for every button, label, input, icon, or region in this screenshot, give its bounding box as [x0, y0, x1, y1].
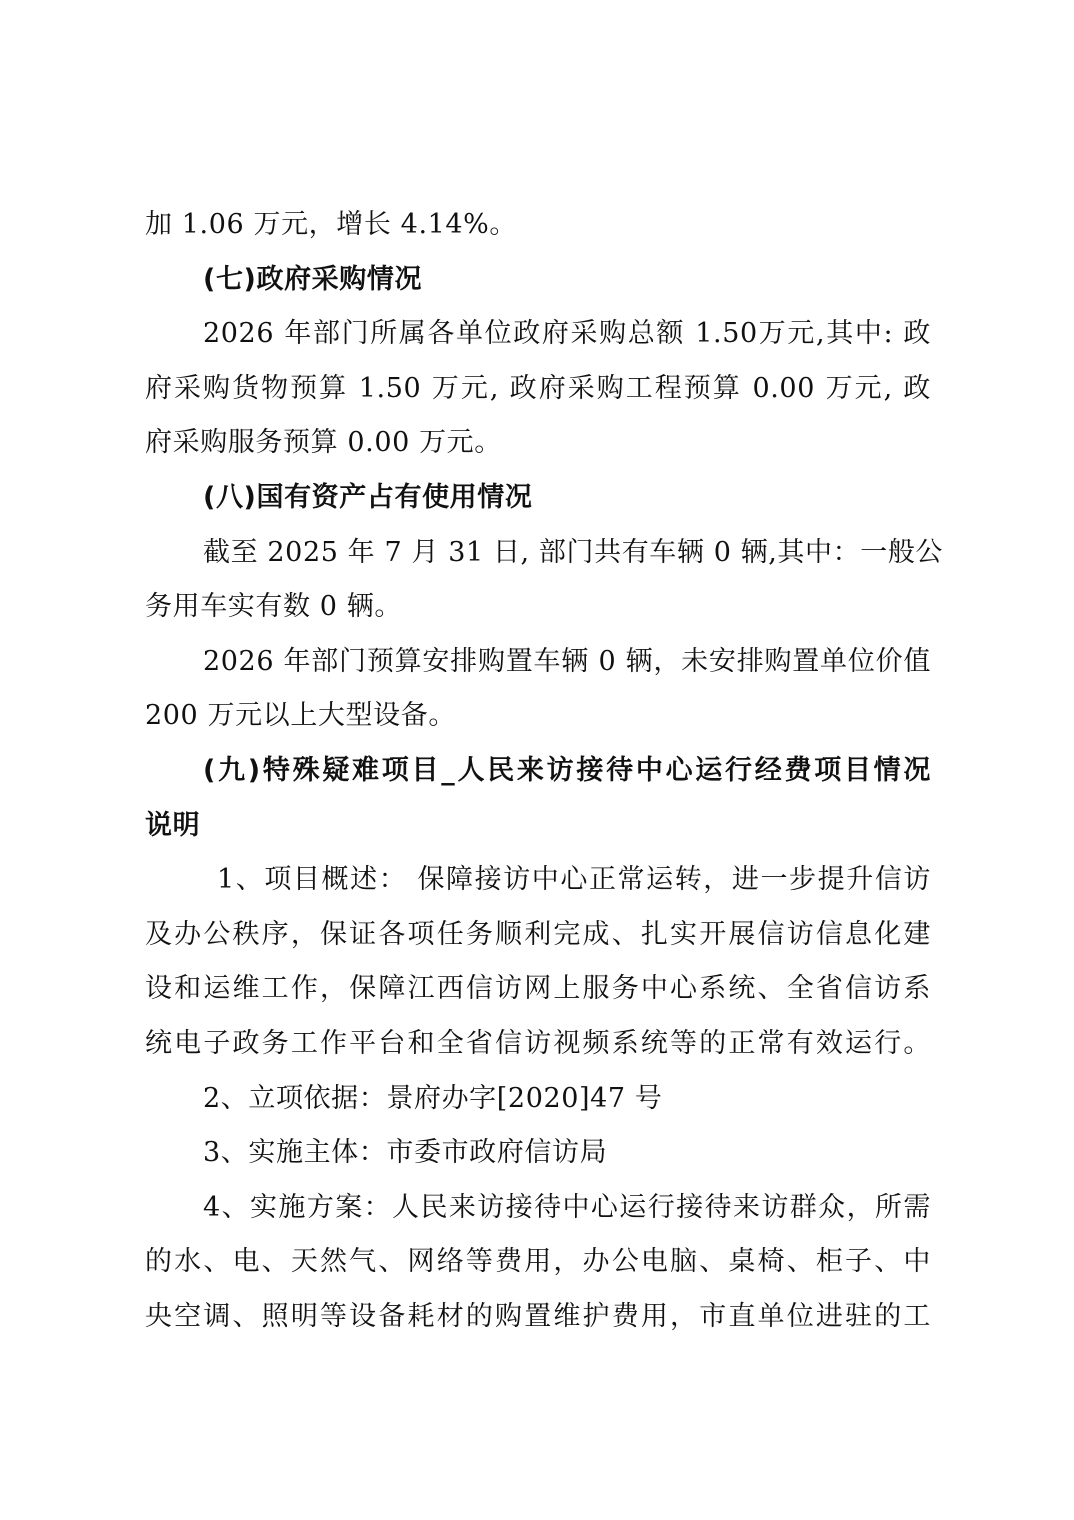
- paragraph-line: 4、实施方案：人民来访接待中心运行接待来访群众，所需: [203, 1191, 931, 1223]
- section-heading-procurement: (七)政府采购情况: [203, 263, 423, 295]
- paragraph-line: 务用车实有数 0 辆。: [145, 591, 402, 623]
- paragraph-line: 1、项目概述： 保障接访中心正常运转，进一步提升信访: [217, 864, 931, 896]
- paragraph-line: 的水、电、天然气、网络等费用，办公电脑、桌椅、柜子、中: [145, 1246, 931, 1278]
- paragraph-line: 府采购服务预算 0.00 万元。: [145, 427, 502, 459]
- section-heading-special-project: (九)特殊疑难项目_人民来访接待中心运行经费项目情况: [203, 754, 931, 786]
- paragraph-line: 200 万元以上大型设备。: [145, 700, 456, 732]
- paragraph-line: 加 1.06 万元，增长 4.14%。: [145, 209, 518, 240]
- paragraph-line: 截至 2025 年 7 月 31 日, 部门共有车辆 0 辆,其中：一般公: [203, 536, 944, 568]
- paragraph-line: 2026 年部门预算安排购置车辆 0 辆，未安排购置单位价值: [203, 645, 931, 677]
- section-heading-assets: (八)国有资产占有使用情况: [203, 481, 533, 513]
- paragraph-line: 及办公秩序，保证各项任务顺利完成、扎实开展信访信息化建: [145, 918, 931, 950]
- paragraph-line: 2026 年部门所属各单位政府采购总额 1.50万元,其中: 政: [203, 318, 931, 350]
- paragraph-line: 央空调、照明等设备耗材的购置维护费用，市直单位进驻的工: [145, 1300, 931, 1332]
- paragraph-line: 3、实施主体：市委市政府信访局: [203, 1137, 608, 1169]
- paragraph-line: 2、立项依据：景府办字[2020]47 号: [203, 1082, 663, 1114]
- paragraph-line: 设和运维工作，保障江西信访网上服务中心系统、全省信访系: [145, 973, 931, 1005]
- paragraph-line: 府采购货物预算 1.50 万元, 政府采购工程预算 0.00 万元, 政: [145, 372, 931, 404]
- paragraph-line: 统电子政务工作平台和全省信访视频系统等的正常有效运行。: [145, 1027, 931, 1059]
- document-body: [145, 198, 944, 1344]
- section-heading-special-project-cont: 说明: [145, 809, 201, 841]
